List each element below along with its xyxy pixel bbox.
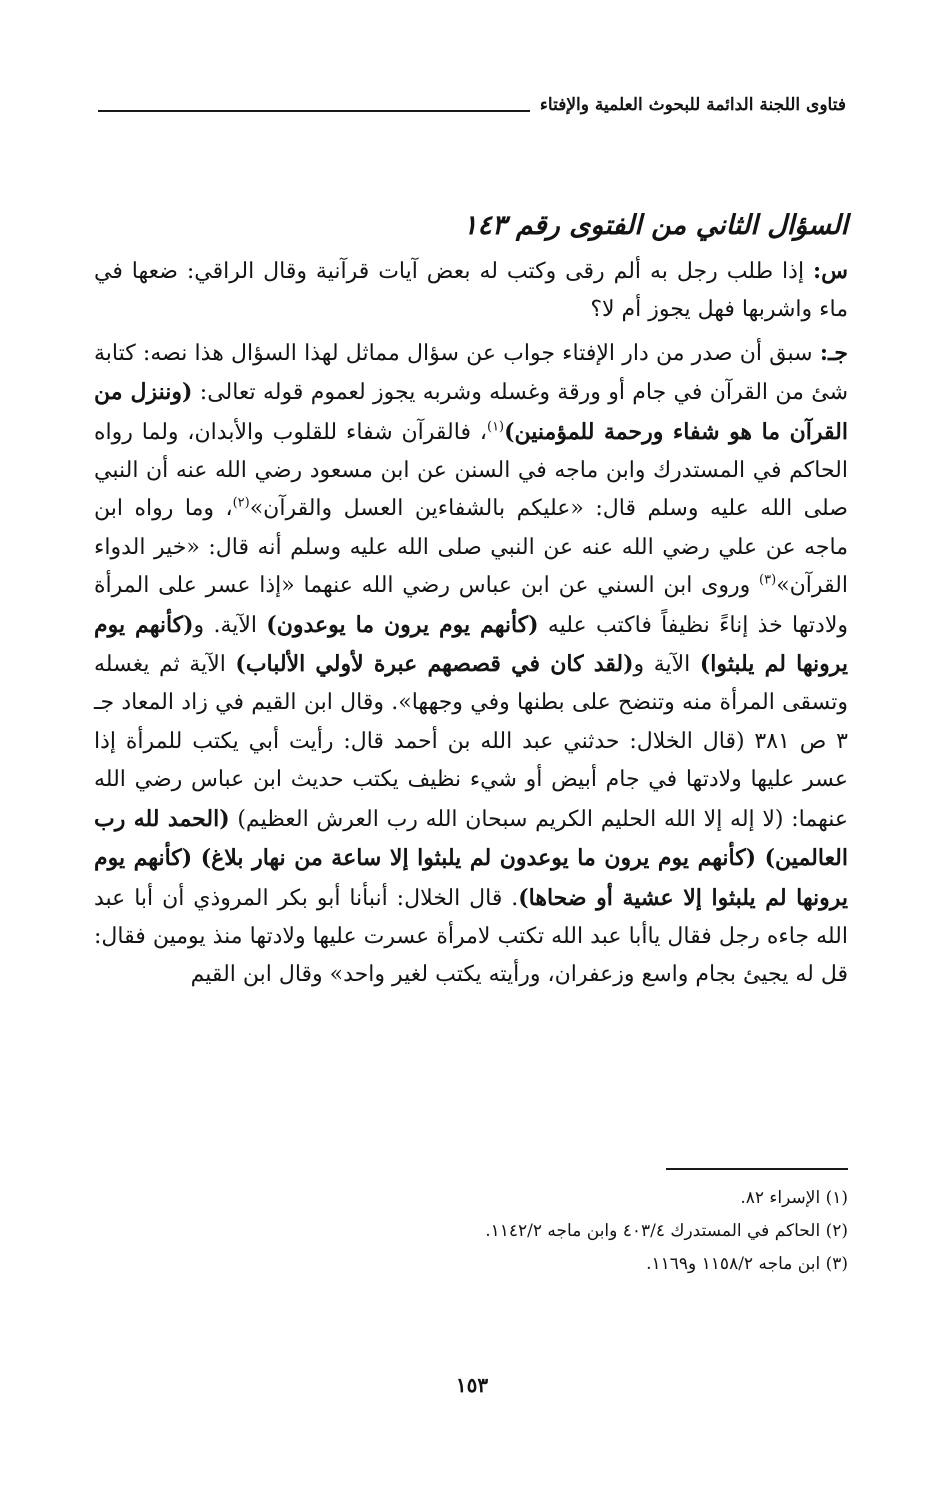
answer-text: . قال الخلال: أنبأنا أبو بكر المروذي أن أبا عبد الله جاءه رجل فقال ياأبا عبد الله تكتب لامرأة عسرت عليها ولادتها منذ يومين فقال: قل له يجيئ بجام واسع وزعفران، ورأيته يكتب لغير واحد» وقال ابن القيم <box>94 885 848 988</box>
running-header-title: فتاوى اللجنة الدائمة للبحوث العلمية والإفتاء <box>539 95 846 115</box>
question-marker: س: <box>813 258 848 284</box>
quran-quote: (كأنهم يوم يرونها لم يلبثوا) <box>94 611 849 678</box>
main-text <box>94 200 848 995</box>
footnote-ref: (٣) <box>759 572 777 588</box>
question-paragraph <box>94 252 848 330</box>
quran-quote: (وننزل من القرآن ما هو شفاء ورحمة للمؤمنين) <box>94 379 848 445</box>
answer-text: ، وما رواه ابن ماجه عن علي رضي الله عنه عن النبي صلى الله عليه وسلم أنه قال: «خير الدواء القرآن» <box>94 496 848 599</box>
answer-text: الآية. و <box>193 612 267 638</box>
quran-quote: (الحمد لله رب العالمين) (كأنهم يوم يرون ما يوعدون لم يلبثوا إلا ساعة من نهار بلاغ) (كأنهم يوم يرونها لم يلبثوا إلا عشية أو ضحاها) <box>94 805 848 911</box>
footnote: (٢) الحاكم في المستدرك ٤٠٣/٤ وابن ماجه ١١٤٢/٢. <box>485 1221 848 1241</box>
footnote-ref: (٢) <box>232 496 250 512</box>
running-header <box>98 92 846 122</box>
answer-marker: جـ: <box>819 339 848 366</box>
footnote: (٣) ابن ماجه ١١٥٨/٢ و١١٦٩. <box>646 1254 848 1274</box>
answer-text: سبق أن صدر من دار الإفتاء جواب عن سؤال مماثل لهذا السؤال هذا نصه: كتابة شئ من القرآن في جام أو ورقة وغسله وشربه يجوز لعموم قوله تعالى: <box>94 340 848 406</box>
header-rule <box>98 110 530 112</box>
question-text: إذا طلب رجل به ألم رقى وكتب له بعض آيات قرآنية وقال الراقي: ضعها في ماء واشربها فهل يجوز أم لا؟ <box>94 259 848 323</box>
footnote-ref: (١) <box>486 419 505 435</box>
answer-paragraph <box>94 334 848 995</box>
footnote-rule <box>666 1168 848 1170</box>
quran-quote: (لقد كان في قصصهم عبرة لأولي الألباب) <box>235 651 634 678</box>
footnotes <box>94 1182 848 1281</box>
quran-quote: (كأنهم يوم يرون ما يوعدون) <box>266 611 539 638</box>
answer-text: الآية ثم يغسله وتسقى المرأة منه وتنضح على بطنها وفي وجهها». وقال ابن القيم في زاد المعاد جـ ٣ ص ٣٨١ (قال الخلال: حدثني عبد الله بن أحمد قال: رأيت أبي يكتب للمرأة إذا عسر عليها ولادتها في جام أبيض أو شيء نظيف يكتب حديث ابن عباس رضي الله عنهما: (لا إله إلا الله الحليم الكريم سبحان الله رب العرش العظيم) <box>94 652 848 832</box>
section-heading: السؤال الثاني من الفتوى رقم ١٤٣ <box>462 210 848 241</box>
footnote: (١) الإسراء ٨٢. <box>740 1188 848 1208</box>
answer-text: الآية و <box>633 652 700 678</box>
answer-text: وروى ابن السني عن ابن عباس رضي الله عنهما «إذا عسر على المرأة ولادتها خذ إناءً نظيفاً فاكتب عليه <box>94 573 848 638</box>
answer-text: ، فالقرآن شفاء للقلوب والأبدان، ولما رواه الحاكم في المستدرك وابن ماجه في السنن عن ابن مسعود رضي الله عنه أن النبي صلى الله عليه وسلم قال: «عليكم بالشفاءين العسل والقرآن» <box>94 419 848 522</box>
page-number: ١٥٣ <box>455 1373 489 1397</box>
